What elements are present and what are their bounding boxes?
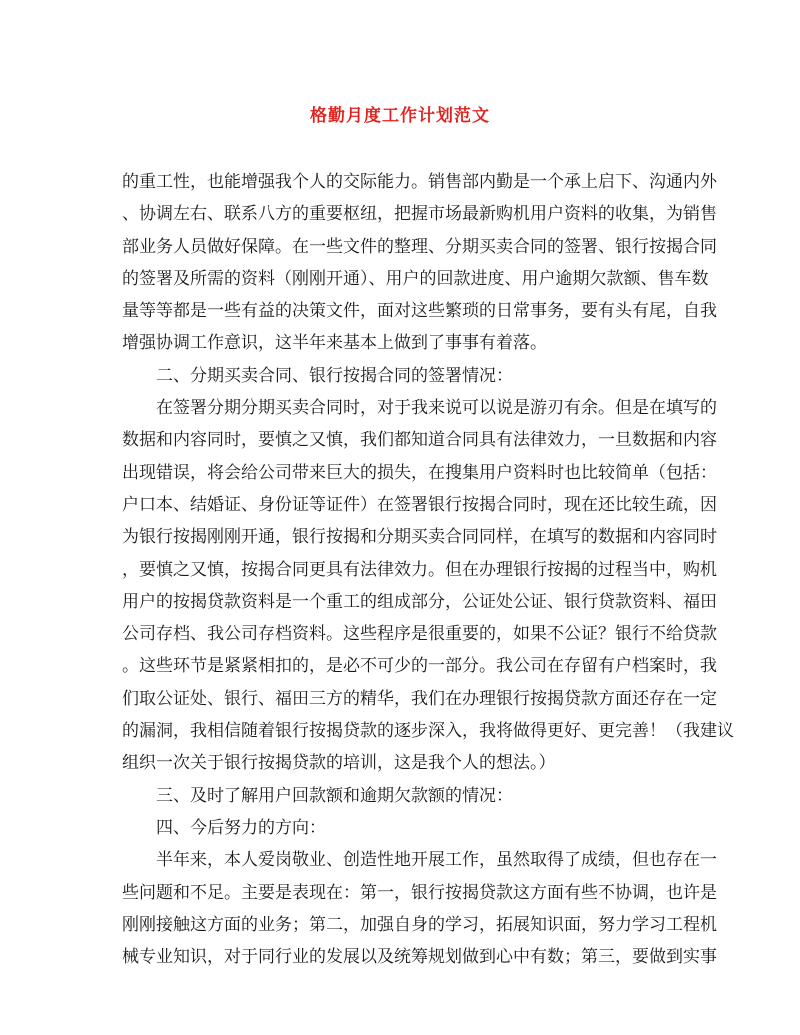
text-line: 的漏洞，我相信随着银行按揭贷款的逐步深入，我将做得更好、更完善！（我建议 — [122, 721, 734, 742]
text-line: 在签署分期分期买卖合同时，对于我来说可以说是游刃有余。但是在填写的 — [156, 398, 717, 419]
text-line: 的签署及所需的资料（刚刚开通）、用户的回款进度、用户逾期欠款额、售车数 — [122, 268, 709, 289]
text-line: 户口本、结婚证、身份证等证件）在签署银行按揭合同时，现在还比较生疏，因 — [122, 494, 717, 515]
text-line: 数据和内容同时，要慎之又慎，我们都知道合同具有法律效力，一旦数据和内容 — [122, 430, 717, 451]
text-line: 为银行按揭刚刚开通，银行按揭和分期买卖合同同样，在填写的数据和内容同时 — [122, 527, 717, 548]
text-line: 的重工性，也能增强我个人的交际能力。销售部内勤是一个承上启下、沟通内外 — [122, 172, 717, 192]
text-line: 组织一次关于银行按揭贷款的培训，这是我个人的想法。） — [122, 753, 556, 774]
text-line: 些问题和不足。主要是表现在：第一，银行按揭贷款这方面有些不协调，也许是 — [122, 882, 717, 903]
text-line: 部业务人员做好保障。在一些文件的整理、分期买卖合同的签署、银行按揭合同 — [122, 236, 717, 257]
text-line: 量等等都是一些有益的决策文件，面对这些繁琐的日常事务，要有头有尾，自我 — [122, 301, 717, 322]
text-line: 用户的按揭贷款资料是一个重工的组成部分，公证处公证、银行贷款资料、福田 — [122, 591, 717, 612]
text-line: 增强协调工作意识，这半年来基本上做到了事事有着落。 — [122, 333, 547, 354]
text-line: 半年来，本人爱岗敬业、创造性地开展工作，虽然取得了成绩，但也存在一 — [156, 850, 717, 871]
text-line: ，要慎之又慎，按揭合同更具有法律效力。但在办理银行按揭的过程当中，购机 — [122, 559, 717, 580]
text-line: 械专业知识，对于同行业的发展以及统筹规划做到心中有数；第三，要做到实事 — [122, 947, 717, 968]
text-line: 刚刚接触这方面的业务；第二，加强自身的学习，拓展知识面，努力学习工程机 — [122, 914, 717, 935]
text-line: 三、及时了解用户回款额和逾期欠款额的情况： — [156, 785, 513, 806]
text-line: 四、今后努力的方向： — [156, 817, 326, 838]
text-line: 二、分期买卖合同、银行按揭合同的签署情况： — [156, 365, 513, 386]
text-line: 。这些环节是紧紧相扣的，是必不可少的一部分。我公司在存留有户档案时，我 — [122, 656, 717, 677]
text-line: 公司存档、我公司存档资料。这些程序是很重要的，如果不公证？银行不给贷款 — [122, 624, 717, 645]
document-body — [122, 166, 734, 973]
text-line: 们取公证处、银行、福田三方的精华，我们在办理银行按揭贷款方面还存在一定 — [122, 688, 717, 709]
document-title: 格勤月度工作计划范文 — [310, 106, 490, 126]
text-line: 出现错误，将会给公司带来巨大的损失，在搜集用户资料时也比较简单（包括： — [122, 462, 717, 483]
text-line: 、协调左右、联系八方的重要枢纽，把握市场最新购机用户资料的收集，为销售 — [122, 204, 717, 225]
